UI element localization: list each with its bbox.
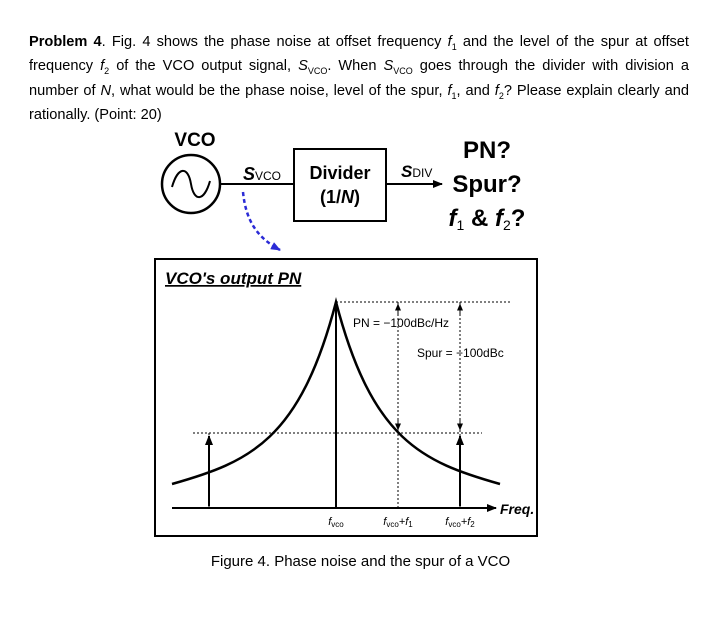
plot-frame [155,259,537,536]
f1-subscript: 1 [451,41,457,52]
sine-wave-icon [172,171,210,197]
question-spur: Spur? [452,171,522,198]
spur-annotation: Spur = −100dBc [417,346,504,360]
vco-label: VCO [174,130,216,151]
problem-label: Problem 4 [29,34,102,50]
f1-symbol: f [447,34,452,50]
problem-text-8: ? Please explain clearly and rationally. (Point: 20) [29,82,689,124]
svco-subscript-2: VCO [393,66,413,77]
f2-symbol-2: f [494,82,499,99]
problem-text-7: , and [456,82,495,99]
problem-text-2: and the level of the spur at offset frequency [29,34,689,75]
f1-symbol-2: f [447,82,452,99]
tick-label-fvco-plus-f1: fvco+f1 [383,516,413,529]
f1-subscript-2: 1 [451,90,457,101]
problem-text-5: goes through the divider with division a number of [29,58,689,99]
problem-text-6: , what would be the phase noise, level of the spur, [111,82,448,99]
question-f1-f2: f1 & f2? [448,205,526,233]
question-pn: PN? [463,137,511,164]
pn-annotation: PN = −100dBc/Hz [353,316,450,330]
f2-subscript-2: 2 [498,90,504,101]
f2-symbol: f [100,58,105,75]
f2-subscript: 2 [104,66,110,77]
plot-title: VCO's output PN [165,269,302,288]
svco-subscript: VCO [307,66,328,77]
svco-symbol-2: S [383,58,394,75]
zoom-dashed-arrow [243,192,280,250]
problem-text-3: of the VCO output signal, [109,58,299,75]
divider-ratio: (1/N) [319,187,361,207]
problem-text-4: . When [327,58,384,75]
sdiv-label: SDIV [401,162,433,181]
svco-symbol: S [298,58,308,75]
figure-caption: Figure 4. Phase noise and the spur of a VCO [210,553,511,570]
problem-text-1: . Fig. 4 shows the phase noise at offset frequency [101,34,448,50]
n-symbol: N [100,82,112,99]
divider-block [294,149,386,221]
x-axis-label: Freq. [500,501,535,517]
divider-label: Divider [309,163,371,183]
tick-label-fvco-plus-f2: fvco+f2 [445,516,475,529]
svco-label: SVCO [243,164,282,184]
tick-label-fvco: fvco [328,516,344,529]
